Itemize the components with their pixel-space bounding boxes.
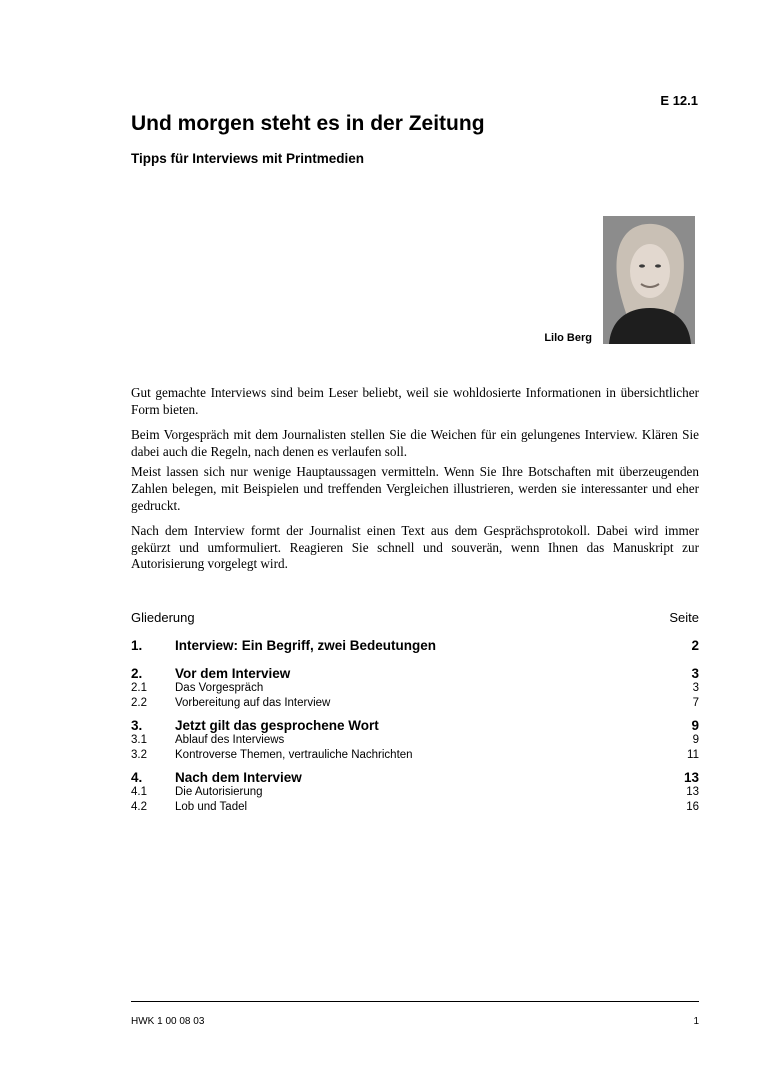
subsection-title: Lob und Tadel — [175, 800, 248, 813]
document-title: Und morgen steht es in der Zeitung — [131, 112, 485, 135]
section-number: 1. — [131, 638, 143, 653]
toc-subsection[interactable] — [131, 800, 699, 815]
footer-page-number: 1 — [693, 1016, 699, 1027]
section-title: Nach dem Interview — [175, 770, 302, 785]
toc-page-heading: Seite — [669, 610, 699, 625]
document-subtitle: Tipps für Interviews mit Printmedien — [131, 151, 365, 166]
subsection-number: 2.1 — [131, 682, 147, 694]
section-page: 3 — [691, 666, 699, 681]
intro-paragraph: Gut gemachte Interviews sind beim Leser beliebt, weil sie wohldosierte Informationen in übersichtlicher Form bieten. — [131, 385, 699, 417]
footer-divider — [131, 1001, 699, 1002]
section-title: Interview: Ein Begriff, zwei Bedeutungen — [175, 638, 437, 653]
section-page: 2 — [691, 638, 699, 653]
toc-subsection[interactable] — [131, 748, 699, 763]
toc-subsection[interactable] — [131, 696, 699, 711]
subsection-number: 2.2 — [131, 696, 147, 709]
subsection-title: Das Vorgespräch — [175, 682, 264, 694]
section-number: 4. — [131, 770, 143, 785]
subsection-page: 3 — [692, 682, 699, 694]
toc-subsection[interactable] — [131, 785, 699, 800]
subsection-page: 9 — [692, 734, 699, 746]
toc-section[interactable] — [131, 638, 699, 653]
toc-section[interactable] — [131, 718, 699, 733]
subsection-title: Ablauf des Interviews — [175, 734, 285, 746]
toc-section[interactable] — [131, 770, 699, 785]
intro-paragraph: Beim Vorgespräch mit dem Journalisten stellen Sie die Weichen für ein gelungenes Interview. Klären Sie dabei auch die Regeln, nach denen es verlaufen soll. — [131, 427, 699, 459]
table-of-contents — [131, 610, 699, 814]
section-number: 2. — [131, 666, 143, 681]
subsection-page: 11 — [687, 748, 699, 761]
subsection-title: Vorbereitung auf das Interview — [175, 696, 331, 709]
document-code: E 12.1 — [660, 93, 698, 108]
section-title: Jetzt gilt das gesprochene Wort — [175, 718, 379, 733]
subsection-number: 4.1 — [131, 786, 147, 798]
intro-paragraph: Nach dem Interview formt der Journalist einen Text aus dem Gesprächsprotokoll. Dabei wird immer gekürzt und umformuliert. Reagieren Sie schnell und souverän, wenn Ihnen das Manuskript zur Autorisierung vorgelegt wird. — [131, 523, 699, 572]
toc-subsection[interactable] — [131, 733, 699, 748]
toc-section[interactable] — [131, 666, 699, 681]
subsection-page: 7 — [692, 696, 699, 709]
subsection-page: 16 — [686, 800, 699, 813]
intro-paragraph: Meist lassen sich nur wenige Hauptaussagen vermitteln. Wenn Sie Ihre Botschaften mit überzeugenden Zahlen belegen, mit Beispielen und treffenden Vergleichen illustrieren, werden sie interessanter und eher gedruckt. — [131, 464, 699, 513]
section-page: 9 — [691, 718, 699, 733]
toc-heading: Gliederung — [131, 610, 195, 625]
subsection-number: 3.2 — [131, 748, 147, 761]
author-photo — [603, 216, 695, 344]
subsection-title: Kontroverse Themen, vertrauliche Nachrichten — [175, 748, 413, 761]
author-name: Lilo Berg — [544, 332, 592, 344]
subsection-title: Die Autorisierung — [175, 786, 263, 798]
subsection-number: 3.1 — [131, 734, 147, 746]
toc-subsection[interactable] — [131, 681, 699, 696]
subsection-page: 13 — [686, 786, 699, 798]
section-number: 3. — [131, 718, 143, 733]
footer-document-id: HWK 1 00 08 03 — [131, 1016, 205, 1027]
intro-text — [131, 385, 699, 582]
section-page: 13 — [683, 770, 699, 785]
section-title: Vor dem Interview — [175, 666, 291, 681]
toc-header — [131, 610, 699, 625]
subsection-number: 4.2 — [131, 800, 147, 813]
